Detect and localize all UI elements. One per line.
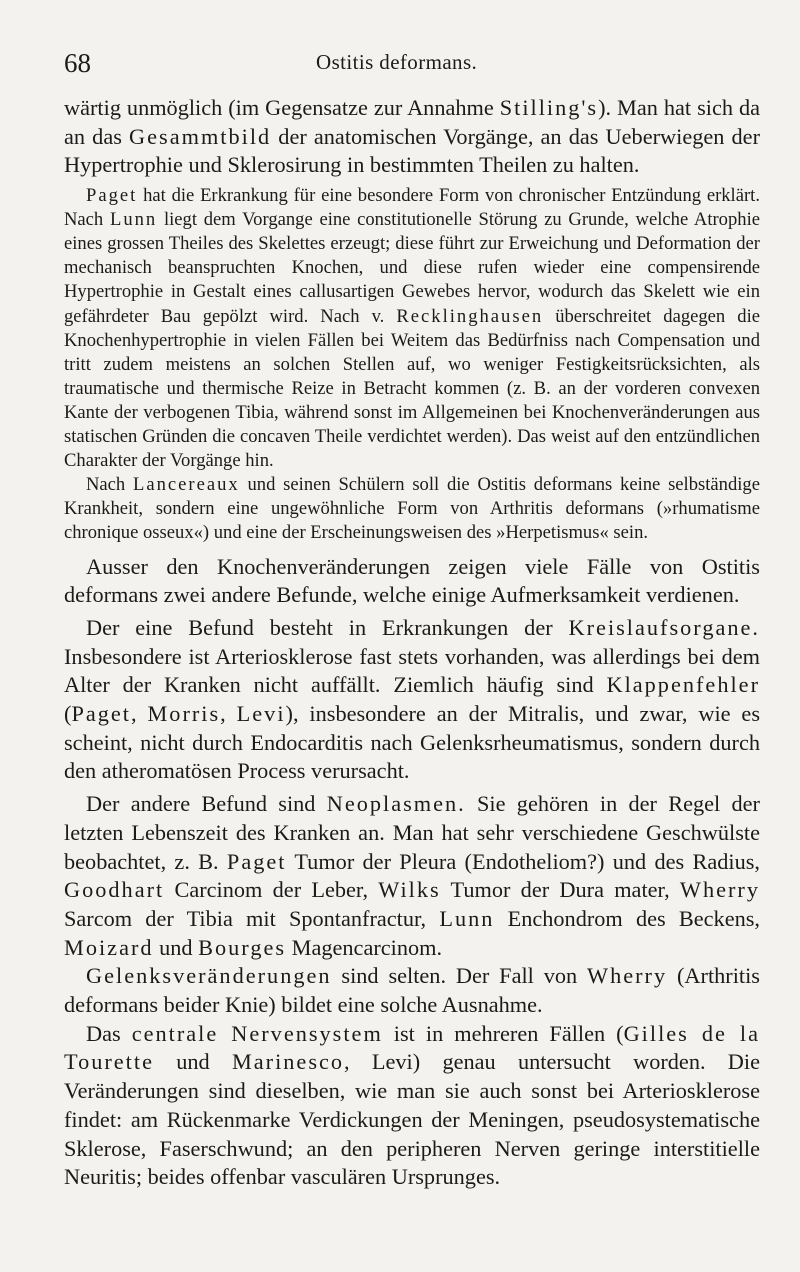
paragraph-8: Das centrale Nervensystem ist in mehreren Fällen (Gilles de la Tourette und Marinesco, Levi) genau untersucht worden. Die Veränderungen sind dieselben, wie man sie auch sonst bei Arteriosklerose findet: am Rückenmarke Verdickungen der Meningen, pseudosystematische Sklerose, Faserschwund; an den peripheren Nerven geringe interstitielle Neuritis; beides offenbar vasculären Ursprunges. xyxy=(64,1020,760,1190)
author-name: Paget xyxy=(71,701,131,727)
author-name: Lunn xyxy=(439,905,495,931)
running-title: Ostitis deformans. xyxy=(316,50,478,74)
emphasis: Gelenksveränderungen xyxy=(86,963,332,989)
author-name: Morris xyxy=(147,701,221,727)
paragraph-2: Paget hat die Erkrankung für eine besondere Form von chronischer Entzündung erklärt. Nach Lunn liegt dem Vorgange eine constitutionelle Störung zu Grunde, welche Atrophie eines grossen Theiles des Skelettes erzeugt; diese führt zur Erweichung und Deformation der mechanisch beanspruchten Knochen, und diese rufen wieder eine compensirende Hypertrophie in Gestalt eines callusartigen Gewebes hervor, wodurch das Skelett wie ein gefährdeter Bau gepölzt wird. Nach v. Recklinghausen überschreitet dagegen die Knochenhypertrophie in vielen Fällen bei Weitem das Bedürfniss nach Compensation und tritt zudem meistens an solchen Stellen auf, wo weniger Festigkeitsrücksichten, als traumatische und thermische Reize in Betracht kommen (z. B. an der vorderen convexen Kante der verbogenen Tibia, während sonst im Allgemeinen bei Knochenveränderungen aus statischen Gründen die concaven Theile verdichtet werden). Das weist auf den entzündlichen Charakter der Vorgänge hin. xyxy=(64,185,760,472)
paragraph-1: wärtig unmöglich (im Gegensatze zur Annahme Stilling's). Man hat sich da an das Gesammtbild der anatomischen Vorgänge, an das Ueberwiegen der Hypertrophie und Sklerosirung in bestimmten Theilen zu halten. xyxy=(64,95,761,178)
paragraph-6: Der andere Befund sind Neoplasmen. Sie gehören in der Regel der letzten Lebenszeit des Kranken an. Man hat sehr verschiedene Geschwülste beobachtet, z. B. Paget Tumor der Pleura (Endotheliom?) und des Radius, Goodhart Carcinom der Leber, Wilks Tumor der Dura mater, Wherry Sarcom der Tibia mit Spontanfractur, Lunn Enchondrom des Beckens, Moizard und Bourges Magencarcinom. xyxy=(64,791,760,960)
author-name: Goodhart xyxy=(64,877,165,903)
paragraph-5: Der eine Befund besteht in Erkrankungen der Kreislaufsorgane. Insbesondere ist Arteriosklerose fast stets vorhanden, was allerdings bei dem Alter der Kranken nicht auffällt. Ziemlich häufig sind Klappenfehler (Paget, Morris, Levi), insbesondere an der Mitralis, und zwar, wie es scheint, nicht durch Endocarditis nach Gelenksrheumatismus, sondern durch den atheromatösen Process verursacht. xyxy=(64,614,761,784)
author-name: Levi xyxy=(236,701,286,727)
author-name: Bourges xyxy=(198,934,287,960)
author-name: Moizard xyxy=(64,934,154,960)
author-name: Lancereaux xyxy=(133,474,240,496)
author-name: Paget xyxy=(226,848,287,874)
emphasis: centrale Nervensystem xyxy=(131,1020,383,1046)
author-name: Stilling's xyxy=(499,95,599,120)
page-number: 68 xyxy=(64,48,91,78)
author-name: Levi xyxy=(371,1049,413,1075)
paragraph-7: Gelenksveränderungen sind selten. Der Fall von Wherry (Arthritis deformans beider Knie) bildet eine solche Ausnahme. xyxy=(64,963,760,1018)
page-header xyxy=(64,48,760,82)
paragraph-4: Ausser den Knochenveränderungen zeigen viele Fälle von Ostitis deformans zwei andere Befunde, welche einige Aufmerksamkeit verdienen. xyxy=(64,553,760,608)
author-name: Lunn xyxy=(109,209,158,231)
emphasis: Klappenfehler xyxy=(606,672,760,698)
paragraph-3: Nach Lancereaux und seinen Schülern soll die Ostitis deformans keine selbständige Krankheit, sondern eine ungewöhnliche Form von Arthritis deformans (»rhumatisme chronique osseux«) und eine der Erscheinungsweisen des »Herpetismus« sein. xyxy=(64,474,760,544)
author-name: Wherry xyxy=(587,963,668,989)
author-name: Paget xyxy=(86,185,138,207)
emphasis: Gesammtbild xyxy=(129,123,272,149)
author-name: Wherry xyxy=(679,877,760,903)
emphasis: Kreislaufsorgane. xyxy=(568,614,760,640)
author-name: Marinesco xyxy=(231,1049,345,1075)
author-name: Wilks xyxy=(378,877,441,903)
author-name: Gilles de la Tourette xyxy=(64,1020,760,1075)
body-text xyxy=(64,94,760,1192)
emphasis: Neoplasmen. xyxy=(326,791,466,817)
author-name: Recklinghausen xyxy=(396,305,544,327)
